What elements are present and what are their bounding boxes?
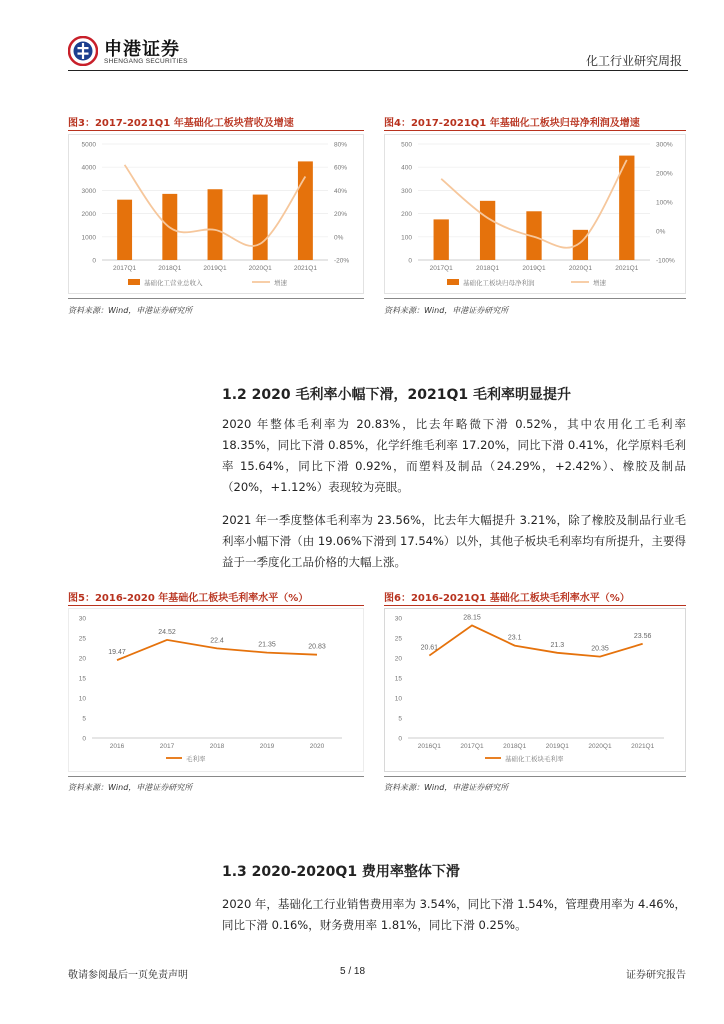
- figure-6-title-rule: [384, 605, 686, 606]
- fig6-data-label: 21.3: [550, 641, 565, 649]
- fig4-x-tick: 2020Q1: [568, 265, 592, 272]
- fig4-right-tick: 0%: [656, 228, 666, 236]
- fig3-bar: [298, 161, 313, 260]
- fig4-legend-bar-label: 基础化工板块归母净利润: [463, 279, 535, 287]
- figure-5-title: 图5：2016-2020 年基础化工板块毛利率水平（%）: [68, 593, 309, 604]
- fig5-data-label: 20.83: [308, 643, 326, 651]
- figure-5-chart: [68, 608, 364, 772]
- fig6-data-label: 20.35: [591, 645, 609, 653]
- fig6-y-tick: 20: [394, 655, 402, 663]
- fig6-y-tick: 25: [394, 635, 402, 643]
- header-divider: [68, 70, 688, 71]
- logo-text: 申港证券: [104, 39, 180, 60]
- figure-6-title: 图6：2016-2021Q1 基础化工板块毛利率水平（%）: [384, 593, 630, 604]
- footer-disclaimer: 敬请参阅最后一页免责声明: [68, 970, 188, 981]
- figure-4-title: 图4：2017-2021Q1 年基础化工板块归母净利润及增速: [384, 118, 640, 129]
- fig4-right-tick: 200%: [656, 170, 673, 178]
- fig5-data-label: 24.52: [158, 628, 176, 636]
- fig3-x-tick: 2019Q1: [203, 265, 227, 272]
- fig4-bar: [434, 219, 449, 260]
- fig6-y-tick: 10: [394, 695, 402, 703]
- fig6-data-label: 28.15: [463, 614, 481, 622]
- section-1-2-paragraph-2: 2021 年一季度整体毛利率为 23.56%，比去年大幅提升 3.21%，除了橡胶及制品行业毛利率小幅下滑（由 19.06%下滑到 17.54%）以外，其他子板块毛利率均有所提升，主要得益于一季度化工品价格的大幅上涨。: [222, 513, 686, 569]
- figure-4-source: 资料来源：Wind，申港证券研究所: [384, 306, 509, 315]
- fig3-left-tick: 5000: [81, 141, 96, 149]
- fig3-right-tick: 40%: [334, 187, 348, 195]
- figure-5-source-rule: [68, 776, 364, 777]
- fig3-x-tick: 2021Q1: [293, 265, 317, 272]
- figure-4-svg: [384, 134, 686, 294]
- figure-6-source: 资料来源：Wind，申港证券研究所: [384, 783, 509, 792]
- figure-5-source: 资料来源：Wind，申港证券研究所: [68, 783, 193, 792]
- fig3-x-tick: 2018Q1: [158, 265, 182, 272]
- fig4-left-tick: 0: [408, 257, 412, 265]
- company-logo-icon: [68, 36, 98, 66]
- figure-3-source-rule: [68, 298, 364, 299]
- fig6-y-tick: 5: [398, 715, 402, 723]
- fig3-left-tick: 1000: [81, 234, 96, 242]
- fig4-legend-line-label: 增速: [593, 279, 606, 287]
- fig4-left-tick: 100: [401, 234, 412, 242]
- fig6-data-label: 20.61: [420, 644, 439, 652]
- figure-6-svg: [384, 608, 686, 772]
- fig3-right-tick: 60%: [334, 164, 348, 172]
- figure-4-chart: [384, 134, 686, 294]
- fig5-x-tick: 2017: [159, 743, 175, 750]
- fig5-data-label: 19.47: [108, 649, 126, 657]
- fig4-left-tick: 200: [401, 211, 412, 219]
- fig6-x-tick: 2020Q1: [588, 743, 612, 750]
- section-1-2-paragraph-1: 2020 年整体毛利率为 20.83%，比去年略微下滑 0.52%，其中农用化工毛利率 18.35%，同比下滑 0.85%，化学纤维毛利率 17.20%，同比下滑 0.41%，化学原料毛利率 15.64%，同比下滑 0.92%，而塑料及制品（24.29%，+2.42%）、橡胶及制品（20%，+1.12%）表现较为亮眼。: [222, 417, 686, 494]
- figure-3-svg: [68, 134, 364, 294]
- fig6-x-tick: 2018Q1: [503, 743, 527, 750]
- figure-3-source: 资料来源：Wind，申港证券研究所: [68, 306, 193, 315]
- fig4-left-tick: 300: [401, 187, 412, 195]
- fig6-y-tick: 0: [398, 735, 402, 743]
- fig6-x-tick: 2016Q1: [417, 743, 441, 750]
- page-header: [68, 30, 686, 72]
- fig3-bar: [253, 195, 268, 260]
- footer-report-label: 证券研究报告: [626, 970, 686, 981]
- fig5-data-label: 21.35: [258, 641, 276, 649]
- fig3-bar: [117, 200, 132, 260]
- fig3-left-tick: 4000: [81, 164, 96, 172]
- fig3-x-tick: 2020Q1: [248, 265, 272, 272]
- fig4-x-tick: 2018Q1: [476, 265, 500, 272]
- fig4-right-tick: -100%: [656, 257, 675, 265]
- logo-english-text: SHENGANG SECURITIES: [104, 58, 188, 65]
- fig5-legend-label: 毛利率: [186, 755, 206, 763]
- fig6-x-tick: 2021Q1: [631, 743, 655, 750]
- fig4-left-tick: 500: [401, 141, 412, 149]
- section-1-2-title: 1.2 2020 毛利率小幅下滑，2021Q1 毛利率明显提升: [222, 387, 571, 403]
- fig3-right-tick: 80%: [334, 141, 348, 149]
- fig4-x-tick: 2019Q1: [522, 265, 546, 272]
- fig5-y-tick: 20: [78, 655, 86, 663]
- fig4-bar: [480, 201, 495, 260]
- fig4-right-tick: 100%: [656, 199, 673, 207]
- section-1-3-title: 1.3 2020-2020Q1 费用率整体下滑: [222, 864, 460, 880]
- fig5-y-tick: 30: [78, 615, 86, 623]
- fig6-data-label: 23.1: [507, 634, 522, 642]
- fig5-y-tick: 0: [82, 735, 86, 743]
- figure-5-title-rule: [68, 605, 364, 606]
- fig5-x-tick: 2018: [209, 743, 225, 750]
- fig3-left-tick: 2000: [81, 211, 96, 219]
- fig4-x-tick: 2017Q1: [429, 265, 453, 272]
- fig6-y-tick: 30: [394, 615, 402, 623]
- fig3-legend-line-label: 增速: [274, 279, 287, 287]
- fig4-x-tick: 2021Q1: [615, 265, 639, 272]
- figure-5-svg: [68, 608, 364, 772]
- fig5-x-tick: 2016: [109, 743, 125, 750]
- fig6-series-line: [429, 625, 642, 656]
- fig4-bar: [573, 230, 588, 260]
- fig6-y-tick: 15: [394, 675, 402, 683]
- fig6-legend-label: 基础化工板块毛利率: [505, 755, 564, 763]
- fig3-legend-bar-swatch: [128, 279, 140, 285]
- fig3-right-tick: 0%: [334, 234, 344, 242]
- fig5-y-tick: 25: [78, 635, 86, 643]
- fig3-bar: [208, 189, 223, 260]
- fig6-data-label: 23.56: [633, 632, 652, 640]
- fig5-y-tick: 10: [78, 695, 86, 703]
- fig5-y-tick: 15: [78, 675, 86, 683]
- figure-3-title-rule: [68, 130, 364, 131]
- fig5-x-tick: 2019: [259, 743, 275, 750]
- fig3-legend-bar-label: 基础化工营业总收入: [144, 279, 203, 287]
- fig3-right-tick: 20%: [334, 211, 348, 219]
- figure-6-source-rule: [384, 776, 686, 777]
- figure-3-title: 图3：2017-2021Q1 年基础化工板块营收及增速: [68, 118, 294, 129]
- fig4-legend-bar-swatch: [447, 279, 459, 285]
- figure-3-chart: [68, 134, 364, 294]
- fig6-x-tick: 2019Q1: [545, 743, 569, 750]
- fig5-x-tick: 2020: [309, 743, 325, 750]
- report-type-title: 化工行业研究周报: [585, 54, 682, 68]
- section-1-3-paragraph-1: 2020 年，基础化工行业销售费用率为 3.54%，同比下滑 1.54%，管理费用率为 4.46%，同比下滑 0.16%，财务费用率 1.81%，同比下滑 0.25%。: [222, 897, 686, 932]
- fig6-x-tick: 2017Q1: [460, 743, 484, 750]
- fig5-y-tick: 5: [82, 715, 86, 723]
- figure-4-title-rule: [384, 130, 686, 131]
- fig3-x-tick: 2017Q1: [113, 265, 137, 272]
- fig4-right-tick: 300%: [656, 141, 673, 149]
- page-number: 5 / 18: [340, 966, 366, 977]
- fig3-right-tick: -20%: [334, 257, 350, 265]
- figure-4-source-rule: [384, 298, 686, 299]
- fig5-data-label: 22.4: [210, 637, 224, 645]
- fig3-left-tick: 0: [92, 257, 96, 265]
- figure-6-chart: [384, 608, 686, 772]
- fig3-left-tick: 3000: [81, 187, 96, 195]
- fig4-left-tick: 400: [401, 164, 412, 172]
